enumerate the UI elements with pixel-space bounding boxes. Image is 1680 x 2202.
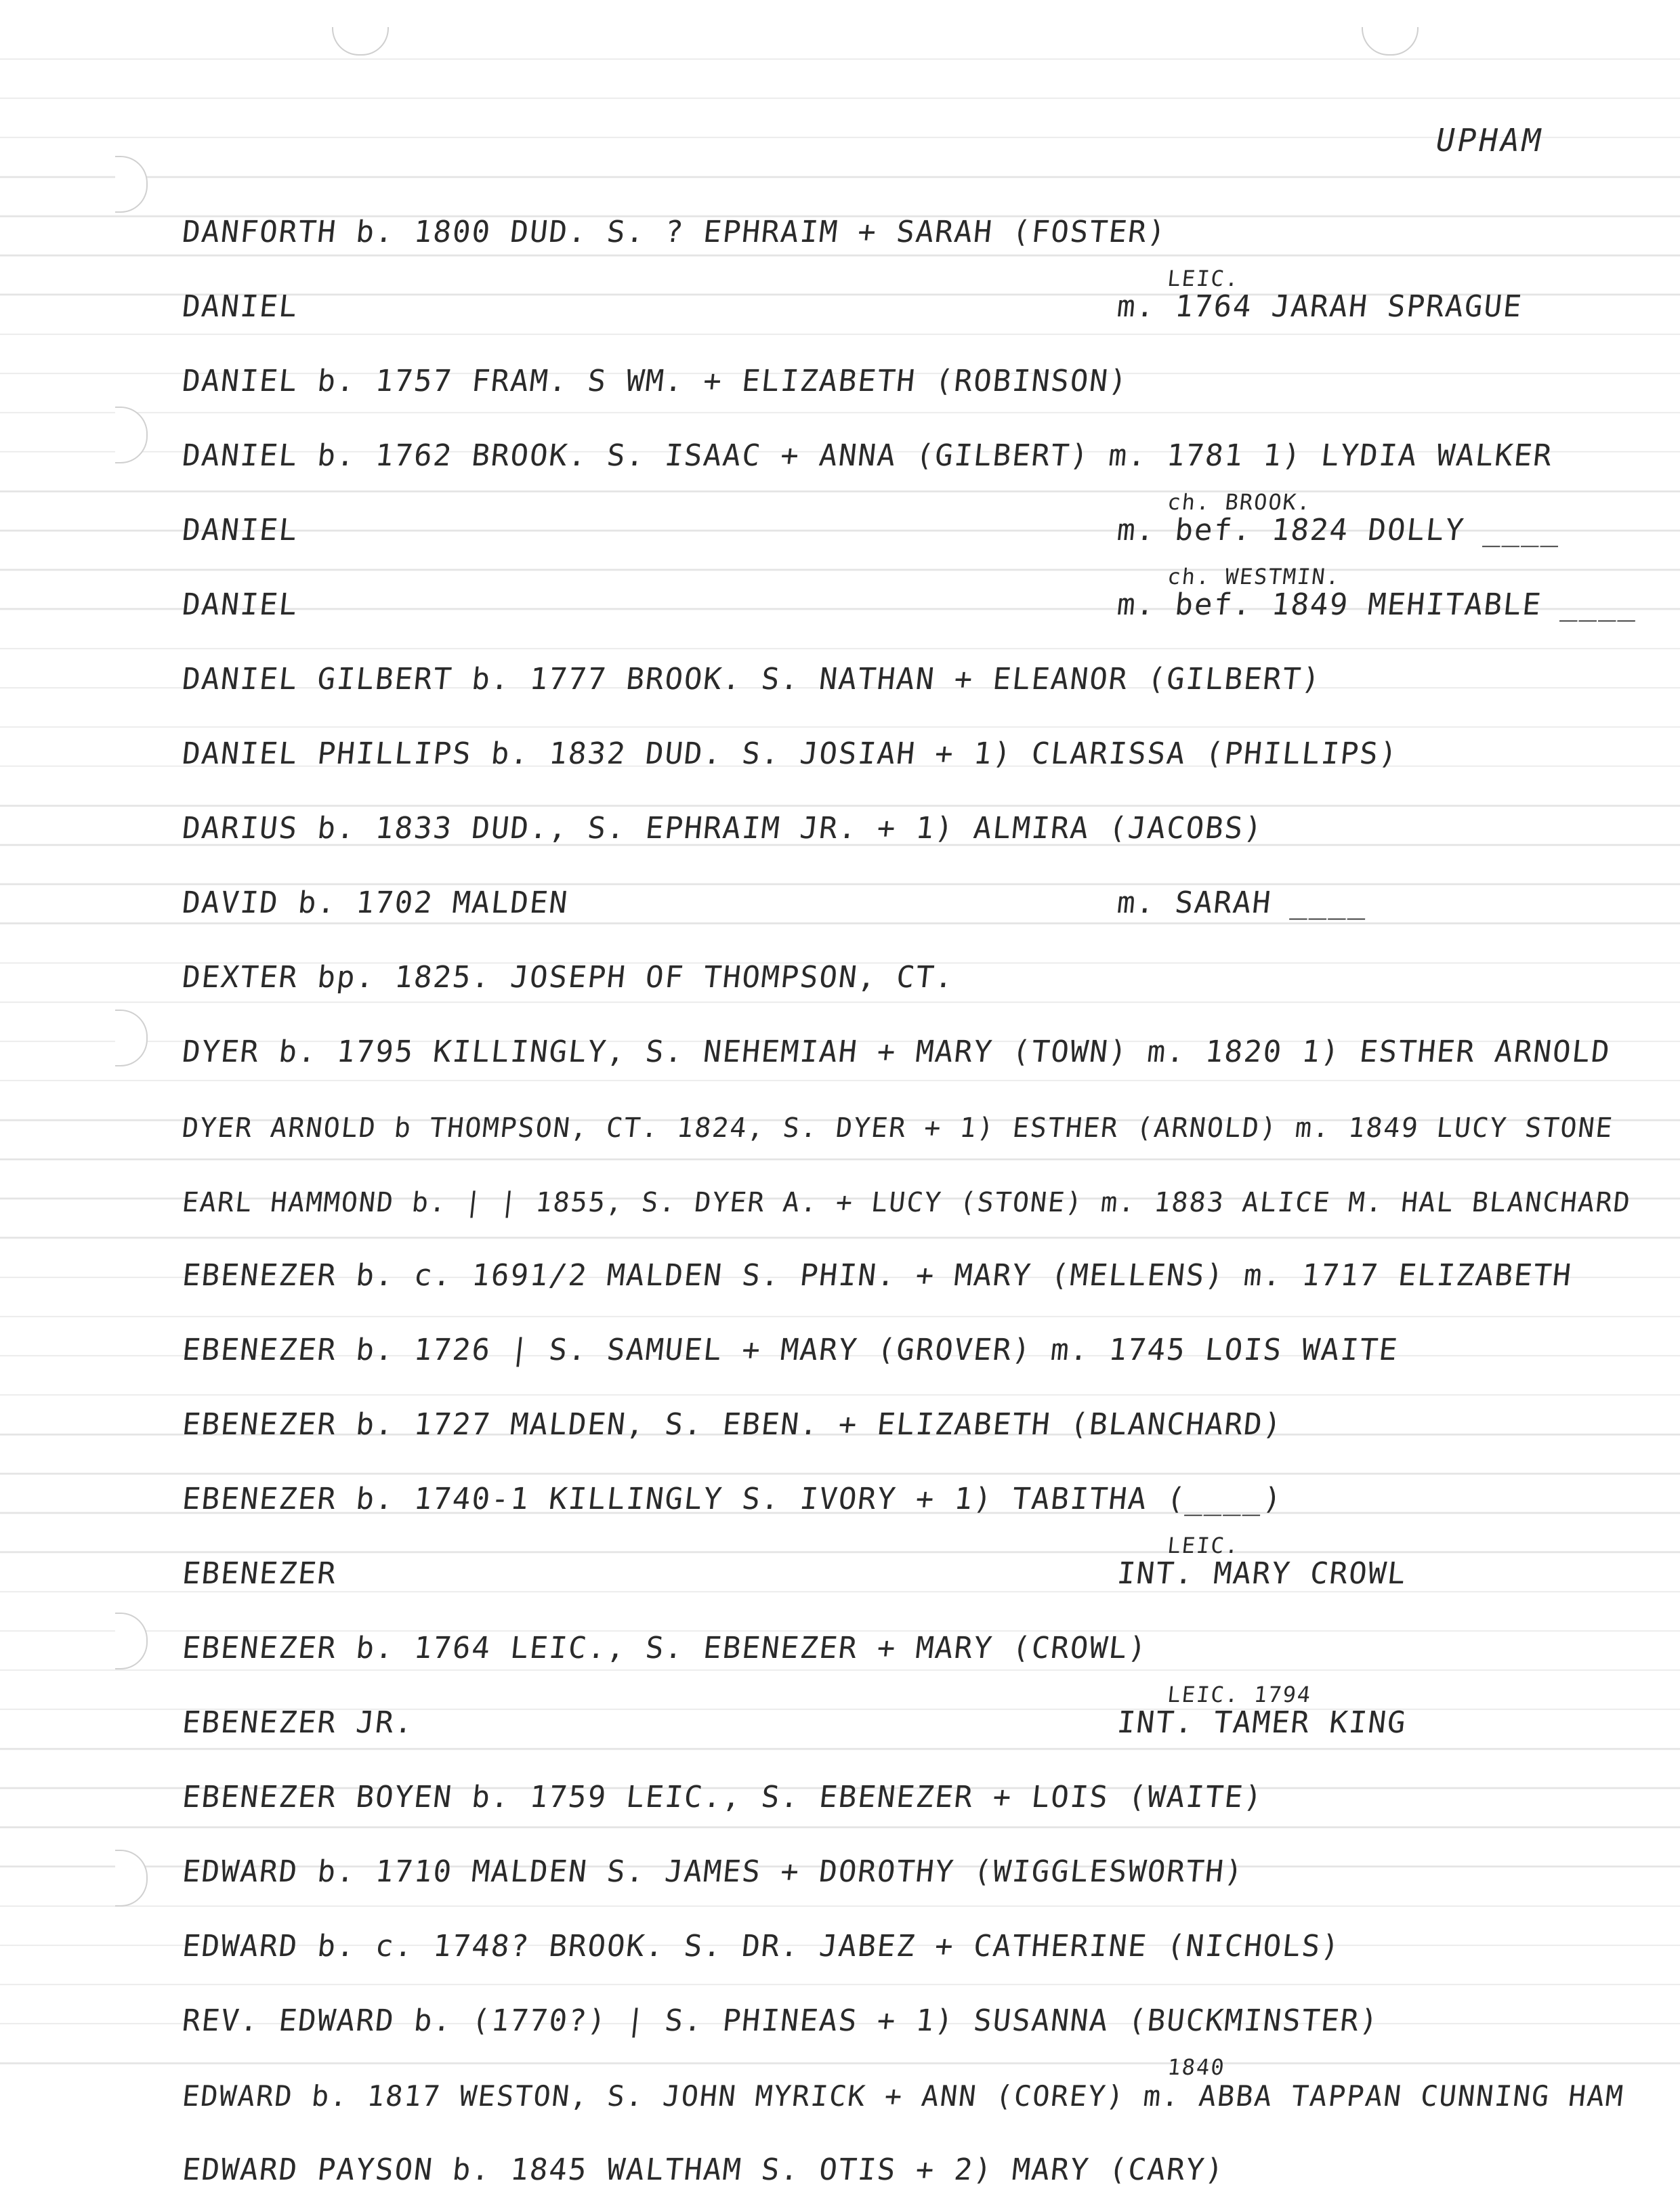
genealogy-entry: [179, 1531, 1664, 1606]
entry-marriage: INT. TAMER KING: [1115, 1705, 1409, 1740]
genealogy-entry: [179, 339, 1664, 413]
entry-text: EDWARD b. c. 1748? BROOK. S. DR. JABEZ + CATHERINE (NICHOLS): [180, 1929, 1343, 1964]
punch-hole-top-left: [332, 27, 389, 56]
genealogy-entry: [179, 1084, 1664, 1159]
entry-note: 1840: [1166, 2054, 1227, 2080]
entry-text: DANIEL b. 1757 FRAM. S WM. + ELIZABETH (ROBINSON): [180, 364, 1130, 398]
entry-text: DANIEL b. 1762 BROOK. S. ISAAC + ANNA (GILBERT) m. 1781 1) LYDIA WALKER: [180, 438, 1555, 473]
genealogy-entry: [179, 1755, 1664, 1829]
entry-marriage: INT. MARY CROWL: [1115, 1556, 1409, 1591]
entry-text: EARL HAMMOND b. | | 1855, S. DYER A. + LUCY (STONE) m. 1883 ALICE M. HAL BLANCHARD: [180, 1187, 1633, 1218]
entry-text: DANIEL: [180, 289, 300, 324]
entry-text: REV. EDWARD b. (1770?) | S. PHINEAS + 1) SUSANNA (BUCKMINSTER): [180, 2003, 1381, 2038]
genealogy-entry: [179, 1159, 1664, 1233]
entry-text: DYER b. 1795 KILLINGLY, S. NEHEMIAH + MARY (TOWN) m. 1820 1) ESTHER ARNOLD: [180, 1035, 1613, 1069]
genealogy-entry: [179, 264, 1664, 339]
entry-note: ch. BROOK.: [1166, 489, 1314, 515]
entry-text: EBENEZER JR.: [180, 1705, 416, 1740]
entry-text: DARIUS b. 1833 DUD., S. EPHRAIM JR. + 1) ALMIRA (JACOBS): [180, 811, 1265, 846]
genealogy-entry: [179, 1308, 1664, 1382]
genealogy-entry: [179, 488, 1664, 562]
entry-text: DAVID b. 1702 MALDEN: [180, 886, 570, 920]
genealogy-entry: [179, 711, 1664, 786]
genealogy-entry: [179, 2053, 1664, 2127]
entry-text: EBENEZER b. c. 1691/2 MALDEN S. PHIN. + MARY (MELLENS) m. 1717 ELIZABETH: [180, 1258, 1574, 1293]
genealogy-entry: [179, 935, 1664, 1010]
genealogy-entry: [179, 1829, 1664, 1904]
entry-text: EDWARD PAYSON b. 1845 WALTHAM S. OTIS + 2) MARY (CARY): [180, 2153, 1227, 2187]
punch-hole-side-1: [115, 156, 148, 213]
entry-marriage: m. bef. 1824 DOLLY ____: [1115, 513, 1563, 547]
entry-note: LEIC. 1794: [1166, 1682, 1314, 1707]
entry-text: EBENEZER b. 1764 LEIC., S. EBENEZER + MARY (CROWL): [180, 1631, 1150, 1665]
punch-hole-side-4: [115, 1613, 148, 1669]
entry-note: ch. WESTMIN.: [1166, 564, 1342, 589]
entry-text: DYER ARNOLD b THOMPSON, CT. 1824, S. DYER + 1) ESTHER (ARNOLD) m. 1849 LUCY STONE: [180, 1113, 1616, 1144]
entry-note: LEIC.: [1166, 1533, 1241, 1558]
entry-text: DANFORTH b. 1800 DUD. S. ? EPHRAIM + SARAH (FOSTER): [180, 215, 1169, 249]
entry-marriage: m. bef. 1849 MEHITABLE ____: [1115, 587, 1641, 622]
genealogy-entry: [179, 860, 1664, 935]
entry-note: LEIC.: [1166, 266, 1241, 291]
genealogy-entry-list: [180, 190, 1660, 2202]
genealogy-entry: [179, 190, 1664, 264]
genealogy-entry: [179, 1606, 1664, 1680]
punch-hole-side-2: [115, 407, 148, 463]
entry-text: EDWARD b. 1710 MALDEN S. JAMES + DOROTHY (WIGGLESWORTH): [180, 1854, 1246, 1889]
entry-text: DANIEL: [180, 587, 300, 622]
entry-text: DEXTER bp. 1825. JOSEPH OF THOMPSON, CT.: [180, 960, 957, 995]
punch-hole-side-3: [115, 1010, 148, 1066]
entry-marriage: m. 1764 JARAH SPRAGUE: [1115, 289, 1525, 324]
entry-text: EBENEZER b. 1726 | S. SAMUEL + MARY (GROVER) m. 1745 LOIS WAITE: [180, 1333, 1400, 1367]
punch-hole-side-5: [115, 1850, 148, 1907]
genealogy-entry: [179, 2127, 1664, 2202]
entry-text: DANIEL PHILLIPS b. 1832 DUD. S. JOSIAH + 1) CLARISSA (PHILLIPS): [180, 736, 1400, 771]
genealogy-entry: [179, 562, 1664, 637]
genealogy-entry: [179, 1233, 1664, 1308]
entry-marriage: m. SARAH ____: [1115, 886, 1370, 920]
entry-text: EDWARD b. 1817 WESTON, S. JOHN MYRICK + ANN (COREY) m. ABBA TAPPAN CUNNING HAM: [180, 2079, 1626, 2113]
genealogy-entry: [179, 637, 1664, 711]
genealogy-entry: [179, 413, 1664, 488]
genealogy-entry: [179, 1010, 1664, 1084]
genealogy-entry: [179, 1904, 1664, 1978]
genealogy-entry: [179, 1680, 1664, 1755]
entry-text: EBENEZER: [180, 1556, 339, 1591]
genealogy-entry: [179, 1382, 1664, 1457]
genealogy-entry: [179, 1978, 1664, 2053]
genealogy-entry: [179, 1457, 1664, 1531]
surname-header: UPHAM: [1436, 122, 1544, 159]
entry-text: EBENEZER b. 1740-1 KILLINGLY S. IVORY + 1) TABITHA (____): [180, 1482, 1284, 1516]
punch-hole-top-right: [1362, 27, 1419, 56]
entry-text: EBENEZER BOYEN b. 1759 LEIC., S. EBENEZER + LOIS (WAITE): [180, 1780, 1265, 1814]
entry-text: EBENEZER b. 1727 MALDEN, S. EBEN. + ELIZABETH (BLANCHARD): [180, 1407, 1284, 1442]
entry-text: DANIEL GILBERT b. 1777 BROOK. S. NATHAN + ELEANOR (GILBERT): [180, 662, 1323, 697]
genealogy-entry: [179, 786, 1664, 860]
entry-text: DANIEL: [180, 513, 300, 547]
